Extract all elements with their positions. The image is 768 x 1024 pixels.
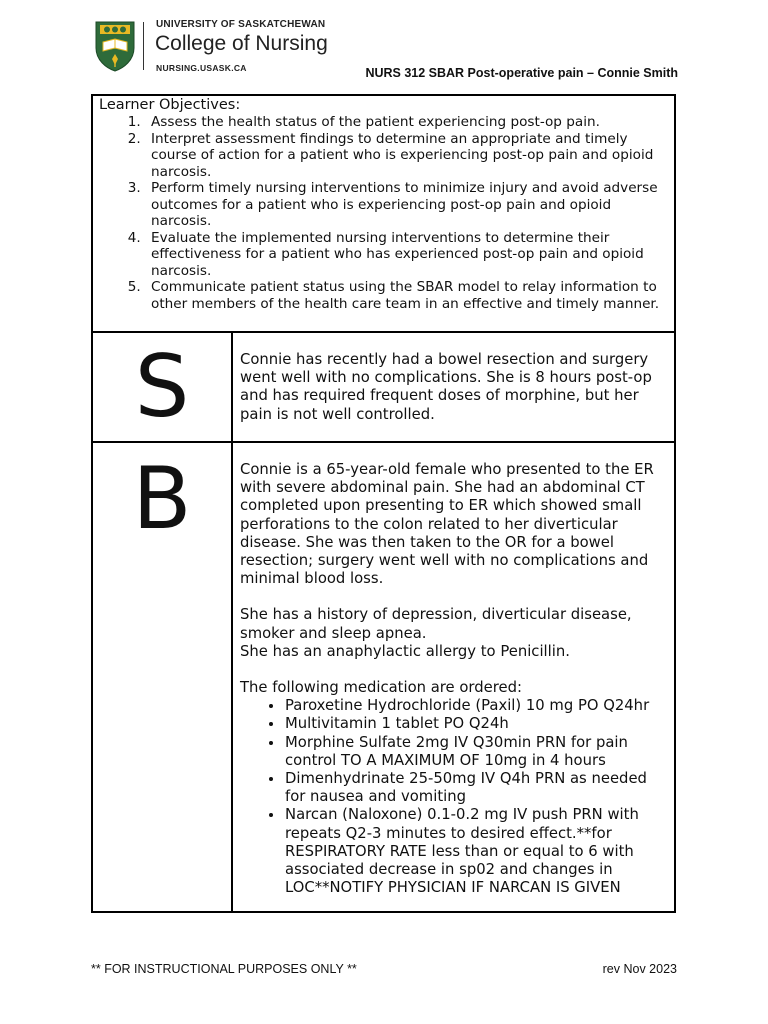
situation-content [240, 351, 666, 424]
university-name: UNIVERSITY OF SASKATCHEWAN [156, 19, 326, 30]
college-name: College of Nursing [155, 32, 328, 55]
objective-item: 5. Communicate patient status using the SBAR model to relay information to other members of the health care team in an effective and timely manner. [145, 279, 674, 312]
medication-list [240, 697, 666, 897]
medication-item: • Multivitamin 1 tablet PO Q24h [284, 715, 666, 733]
footer-revision: rev Nov 2023 [602, 962, 677, 976]
situation-letter-cell [93, 333, 233, 441]
situation-row [93, 333, 674, 443]
college-url: NURSING.USASK.CA [156, 63, 247, 73]
objective-item: 1. Assess the health status of the patient experiencing post-op pain. [145, 114, 674, 131]
medication-item: • Narcan (Naloxone) 0.1-0.2 mg IV push PRN with repeats Q2-3 minutes to desired effect.**for RESPIRATORY RATE less than or equal to 6 with associated decrease in sp02 and changes in LOC**NOTIFY PHYSICIAN IF NARCAN IS GIVEN [284, 806, 666, 897]
learner-objectives-cell [93, 96, 674, 333]
sbar-table [91, 94, 676, 913]
background-history: She has a history of depression, diverticular disease, smoker and sleep apnea. [240, 606, 632, 642]
background-presentation: Connie is a 65-year-old female who presented to the ER with severe abdominal pain. She had an abdominal CT completed upon presenting to ER which showed small perforations to the colon related to her diverticular disease. She was then taken to the OR for a bowel resection; surgery went well with no complications and minimal blood loss. [240, 461, 654, 588]
objectives-heading: Learner Objectives: [99, 97, 241, 113]
footer-disclaimer: ** FOR INSTRUCTIONAL PURPOSES ONLY ** [91, 962, 357, 976]
situation-text: Connie has recently had a bowel resection and surgery went well with no complications. She is 8 hours post-op and has required frequent doses of morphine, but her pain is not well controlled. [240, 351, 652, 423]
university-crest-logo [94, 20, 136, 72]
document-header [94, 18, 678, 78]
background-content [240, 461, 666, 897]
background-row [93, 443, 674, 913]
medication-item: • Morphine Sulfate 2mg IV Q30min PRN for pain control TO A MAXIMUM OF 10mg in 4 hours [284, 734, 666, 770]
background-allergy: She has an anaphylactic allergy to Penicillin. [240, 642, 570, 660]
background-letter-cell [93, 443, 233, 913]
logo-divider [143, 22, 144, 70]
objectives-list [99, 114, 674, 312]
medications-intro: The following medication are ordered: [240, 679, 522, 697]
objective-item: 3. Perform timely nursing interventions to minimize injury and avoid adverse outcomes for a patient who is experiencing post-op pain and opioid narcosis. [145, 180, 674, 230]
medication-item: • Dimenhydrinate 25-50mg IV Q4h PRN as needed for nausea and vomiting [284, 770, 666, 806]
situation-letter: S [134, 337, 190, 437]
objective-item: 2. Interpret assessment findings to determine an appropriate and timely course of action for a patient who is experiencing post-op pain and opioid narcosis. [145, 131, 674, 181]
objective-item: 4. Evaluate the implemented nursing interventions to determine their effectiveness for a patient who has experienced post-op pain and opioid narcosis. [145, 230, 674, 280]
medication-item: • Paroxetine Hydrochloride (Paxil) 10 mg PO Q24hr [284, 697, 666, 715]
document-title: NURS 312 SBAR Post-operative pain – Connie Smith [365, 66, 678, 80]
background-letter: B [132, 449, 192, 549]
